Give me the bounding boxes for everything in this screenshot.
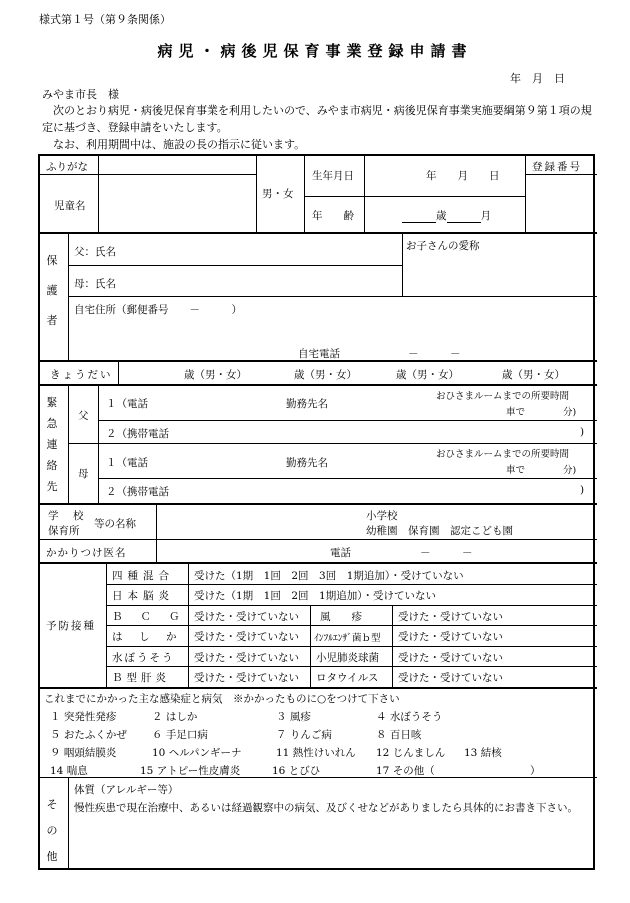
disease-4[interactable]: ４ 水ぼうそう [376, 711, 443, 723]
birthdate-field[interactable]: 年 月 日 [426, 170, 500, 182]
mother-name-label[interactable]: 母：氏名 [74, 278, 116, 290]
sibling-3[interactable]: 歳（男・女） [396, 369, 459, 381]
disease-3[interactable]: ３ 風疹 [276, 711, 311, 723]
vaccine-row-2-name2: 風 疹 [320, 611, 362, 623]
chronic-disease-note[interactable]: 慢性疾患で現在治療中、あるいは経過観察中の病気、及びくせなどがありましたら具体的にお書き下さい。 [74, 802, 578, 814]
disease-15[interactable]: 15 アトピー性皮膚炎 [140, 765, 241, 777]
application-form-table [38, 154, 595, 870]
disease-13[interactable]: 13 結核 [464, 747, 502, 759]
vaccine-row-5-name: Ｂ型肝炎 [112, 672, 170, 684]
mother-workplace[interactable]: 勤務先名 [286, 457, 328, 469]
disease-1[interactable]: １ 突発性発疹 [50, 711, 117, 723]
intro-para-2: なお、利用期間中は、施設の長の指示に従います。 [53, 138, 306, 151]
sibling-1[interactable]: 歳（男・女） [184, 369, 247, 381]
school-label-c: 等の名称 [94, 518, 136, 530]
vaccine-row-2-status[interactable]: 受けた・受けていない [194, 611, 299, 623]
sibling-4[interactable]: 歳（男・女） [502, 369, 565, 381]
disease-8[interactable]: ８ 百日咳 [376, 729, 422, 741]
disease-14[interactable]: 14 喘息 [50, 765, 88, 777]
doctor-phone-label: 電話 [330, 547, 351, 559]
home-phone-field[interactable]: － － [408, 348, 461, 360]
emergency-label: 緊急連絡先 [46, 396, 58, 493]
school-type-preschool[interactable]: 幼稚園 保育園 認定こども園 [366, 525, 513, 537]
vaccine-row-3-status[interactable]: 受けた・受けていない [194, 631, 299, 643]
mother-tel-2-close: ) [580, 484, 585, 496]
father-workplace[interactable]: 勤務先名 [286, 398, 328, 410]
disease-16[interactable]: 16 とびひ [272, 765, 321, 777]
vaccine-row-2-name: ＢＣＧ [112, 611, 198, 623]
mother-tel-1[interactable]: １（電話 [106, 457, 148, 469]
doctor-phone-field[interactable]: － － [420, 547, 473, 559]
emergency-mother-label: 母 [78, 468, 89, 480]
vaccine-row-4-status[interactable]: 受けた・受けていない [194, 652, 299, 664]
disease-17-close: ） [530, 765, 541, 777]
vaccine-row-0-status[interactable]: 受けた（1期 1回 2回 3回 1期追加）・受けていない [194, 570, 464, 582]
disease-7[interactable]: ７ りんご病 [276, 729, 332, 741]
father-travel-car[interactable]: 車で 分) [506, 407, 577, 418]
birthdate-label: 生年月日 [312, 170, 354, 182]
vaccine-row-0-name: 四種混合 [112, 570, 174, 582]
sibling-2[interactable]: 歳（男・女） [294, 369, 357, 381]
father-travel-time-label: おひさまルームまでの所要時間 [436, 391, 570, 402]
age-field[interactable]: 歳 月 [402, 208, 491, 223]
vaccine-row-4-name: 水ぼうそう [112, 652, 175, 664]
vaccine-row-1-name: 日本脳炎 [112, 590, 174, 602]
vaccine-row-2-status2[interactable]: 受けた・受けていない [398, 611, 503, 623]
page-title: 病児・病後児保育事業登録申請書 [157, 42, 473, 60]
emergency-father-label: 父 [78, 410, 89, 422]
vaccine-row-1-status[interactable]: 受けた（1期 1回 2回 1期追加）・受けていない [194, 590, 436, 602]
vaccine-label: 予防接種 [46, 620, 96, 632]
father-tel-1[interactable]: １（電話 [106, 398, 148, 410]
siblings-label: きょうだい [50, 369, 113, 381]
form-number: 様式第１号（第９条関係） [39, 13, 171, 26]
intro-text [42, 102, 597, 153]
vaccine-row-5-status2[interactable]: 受けた・受けていない [398, 672, 503, 684]
vaccine-row-4-name2: 小児肺炎球菌 [316, 652, 379, 664]
father-name-label[interactable]: 父：氏名 [74, 246, 116, 258]
disease-6[interactable]: ６ 手足口病 [152, 729, 208, 741]
vaccine-row-3-name2: ｲﾝﾌﾙｴﾝｻﾞ菌ｂ型 [314, 633, 381, 644]
address-label[interactable]: 自宅住所（郵便番号 － ） [74, 304, 242, 316]
guardian-label: 保護者 [46, 254, 58, 327]
disease-5[interactable]: ５ おたふくかぜ [50, 729, 127, 741]
mother-tel-2[interactable]: ２（携帯電話 [106, 486, 169, 498]
father-tel-2-close: ) [580, 426, 585, 438]
mother-travel-time-label: おひさまルームまでの所要時間 [436, 449, 570, 460]
vaccine-row-4-status2[interactable]: 受けた・受けていない [398, 652, 503, 664]
constitution-label: 体質（アレルギー等） [74, 784, 179, 796]
addressee: みやま市長 様 [42, 88, 119, 101]
registration-number-label: 登録番号 [532, 161, 582, 173]
vaccine-row-5-status[interactable]: 受けた・受けていない [194, 672, 299, 684]
mother-travel-car[interactable]: 車で 分) [506, 465, 577, 476]
disease-10[interactable]: 10 ヘルパンギーナ [152, 747, 242, 759]
disease-2[interactable]: ２ はしか [152, 711, 198, 723]
other-label: その他 [46, 798, 58, 863]
vaccine-row-3-name: は し か [112, 631, 180, 643]
nickname-label[interactable]: お子さんの愛称 [406, 240, 480, 252]
vaccine-row-3-status2[interactable]: 受けた・受けていない [398, 631, 503, 643]
disease-17[interactable]: 17 その他（ [376, 765, 435, 777]
date-line[interactable]: 年 月 日 [510, 72, 565, 85]
school-label-b: 保育所 [48, 525, 80, 537]
vaccine-row-5-name2: ロタウイルス [316, 672, 379, 684]
home-phone-label: 自宅電話 [298, 348, 340, 360]
disease-11[interactable]: 11 熱性けいれん [276, 747, 356, 759]
disease-12[interactable]: 12 じんましん [376, 747, 446, 759]
school-type-elementary[interactable]: 小学校 [366, 510, 398, 522]
disease-9[interactable]: ９ 咽頭結膜炎 [50, 747, 117, 759]
age-label: 年 齢 [312, 210, 354, 222]
school-label-a: 学 校 [48, 510, 86, 522]
father-tel-2[interactable]: ２（携帯電話 [106, 428, 169, 440]
intro-para-1: 次のとおり病児・病後児保育事業を利用したいので、みやま市病児・病後児保育事業実施要綱第９第１項の規定に基づき、登録申請をいたします。 [42, 104, 592, 134]
doctor-label: かかりつけ医名 [46, 547, 127, 559]
child-name-label: 児童名 [54, 200, 86, 212]
furigana-label: ふりがな [46, 161, 88, 173]
gender-select[interactable]: 男・女 [262, 188, 294, 200]
diseases-header: これまでにかかった主な感染症と病気 ※かかったものに○をつけて下さい [44, 693, 400, 705]
